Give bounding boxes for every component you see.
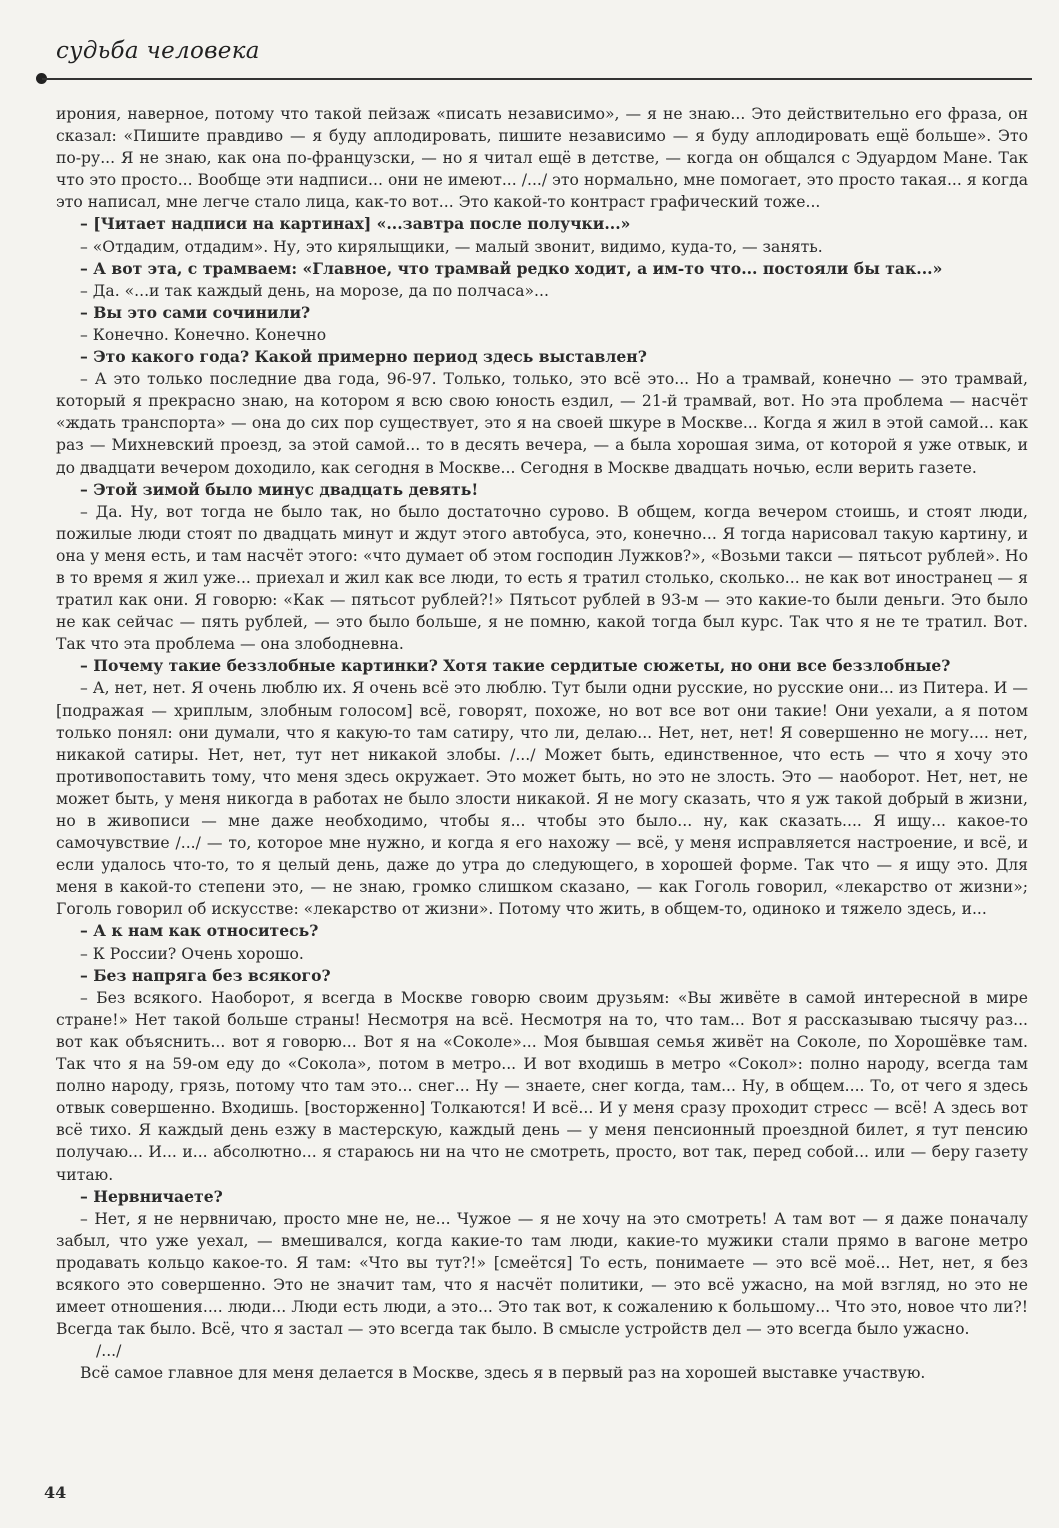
- interview-question: – Это какого года? Какой примерно период здесь выставлен?: [80, 347, 647, 367]
- interview-answer: – «Отдадим, отдадим». Ну, это кирялыщики, — малый звонит, видимо, куда-то, — занять.: [80, 237, 823, 256]
- interview-answer: – К России? Очень хорошо.: [80, 944, 304, 963]
- interview-answer: Всё самое главное для меня делается в Москве, здесь я в первый раз на хорошей выставке участвую.: [80, 1364, 926, 1383]
- section-title: судьба человека: [56, 38, 260, 64]
- interview-question: – Вы это сами сочинили?: [80, 302, 311, 322]
- interview-question: – [Читает надписи на картинах] «...завтра после получки...»: [80, 214, 631, 234]
- interview-question: – А вот эта, с трамваем: «Главное, что трамвай редко ходит, а им-то что... постояли бы так...»: [80, 258, 943, 278]
- interview-text: [56, 103, 1028, 1384]
- interview-answer: ирония, наверное, потому что такой пейзаж «писать независимо», — я не знаю... Это действительно его фраза, он сказал: «Пишите правдиво — я буду аплодировать, пишите независимо — я буду аплодировать ещё больше». Это по-ру... Я не знаю, как она по-французски, — но я читал ещё в детстве, — когда он общался с Эдуардом Мане. Так что это просто... Вообще эти надписи... они не имеют... /.../ это нормально, мне помогает, это просто такая... я когда это написал, мне легче стало лица, как-то вот... Это какой-то контраст графический тоже...: [56, 105, 1028, 212]
- interview-answer: – А это только последние два года, 96-97. Только, только, это всё это... Но а трамвай, конечно — это трамвай, который я прекрасно знаю, на котором я всю свою юность ездил, — 21-й трамвай, вот. Но эта проблема — насчёт «ждать транспорта» — она до сих пор существует, это я на своей шкуре в Москве... Когда я жил в этой самой... как раз — Михневский проезд, за этой самой... то в десять вечера, — а была хорошая зима, от которой я уже отвык, и до двадцати вечером доходило, как сегодня в Москве... Сегодня в Москве двадцать ночью, если верить газете.: [56, 370, 1028, 477]
- interview-answer: – Да. Ну, вот тогда не было так, но было достаточно сурово. В общем, когда вечером стоишь, и стоят люди, пожилые люди стоят по двадцать минут и ждут этого автобуса, это, конечно... Я тогда нарисовал такую картину, и она у меня есть, и там насчёт этого: «что думает об этом господин Лужков?», «Возьми такси — пятьсот рублей». Но в то время я жил уже... приехал и жил как все люди, то есть я тратил столько, сколько... не как вот иностранец — я тратил как они. Я говорю: «Как — пятьсот рублей?!» Пятьсот рублей в 93-м — это какие-то были деньги. Это было не как сейчас — пять рублей, — это было больше, я не помню, какой тогда был курс. Так что я не те тратил. Вот. Так что эта проблема — она злободневна.: [56, 502, 1028, 654]
- interview-question: – Почему такие беззлобные картинки? Хотя такие сердитые сюжеты, но они все беззлобные?: [80, 656, 951, 676]
- page-number: 44: [44, 1483, 67, 1502]
- interview-question: – Этой зимой было минус двадцать девять!: [80, 479, 479, 499]
- interview-answer: – Без всякого. Наоборот, я всегда в Москве говорю своим друзьям: «Вы живёте в самой интересной в мире стране!» Нет такой больше страны! Несмотря на всё. Несмотря на то, что там... Вот я рассказываю тысячу раз... вот как объяснить... вот я говорю... Вот я на «Соколе»... Моя бывшая семья живёт на Соколе, по Хорошёвке там. Так что я на 59-ом еду до «Сокола», потом в метро... И вот входишь в метро «Сокол»: полно народу, всегда там полно народу, грязь, потому что там это... снег... Ну — знаете, снег когда, там... Ну, в общем.... То, от чего я здесь отвык совершенно. Входишь. [восторженно] Толкаются! И всё... И у меня сразу проходит стресс — всё! А здесь вот всё тихо. Я каждый день езжу в мастерскую, каждый день — у меня пенсионный проездной билет, я тут пенсию получаю... И... и... абсолютно... я стараюсь ни на что не смотреть, просто, вот так, перед собой... или — беру газету читаю.: [56, 988, 1028, 1184]
- omission-mark: /.../: [96, 1342, 122, 1361]
- interview-answer: – А, нет, нет. Я очень люблю их. Я очень всё это люблю. Тут были одни русские, но русские они... из Питера. И — [подражая — хриплым, злобным голосом] всё, говорят, похоже, но вот все вот они такие! Они уехали, а я потом только понял: они думали, что я какую-то там сатиру, что ли, делаю... Нет, нет, нет! Я совершенно не могу.... нет, никакой сатиры. Нет, нет, тут нет никакой злобы. /.../ Может быть, единственное, что есть — что я хочу это противопоставить тому, что меня здесь окружает. Это может быть, но это не злость. Это — наоборот. Нет, нет, не может быть, у меня никогда в работах не было злости никакой. Я не могу сказать, что я уж такой добрый в жизни, но в живописи — мне даже необходимо, чтобы я... чтобы это было... ну, как сказать.... Я ищу... какое-то самочувствие /.../ — то, которое мне нужно, и когда я его нахожу — всё, у меня исправляется настроение, и всё, и если удалось что-то, то я целый день, даже до утра до следующего, в хорошей форме. Так что — я ищу это. Для меня в какой-то степени это, — не знаю, громко слишком сказано, — как Гоголь говорил, «лекарство от жизни»; Гоголь говорил об искусстве: «лекарство от жизни». Потому что жить, в общем-то, одиноко и тяжело здесь, и...: [56, 679, 1028, 919]
- interview-question: – Без напряга без всякого?: [80, 965, 331, 985]
- interview-question: – А к нам как относитесь?: [80, 921, 319, 941]
- interview-answer: – Нет, я не нервничаю, просто мне не, не... Чужое — я не хочу на это смотреть! А там вот — я даже поначалу забыл, что уже уехал, — вмешивался, когда какие-то там люди, какие-то мужики стали прямо в вагоне метро продавать кольцо какое-то. Я там: «Что вы тут?!» [смеётся] То есть, понимаете — это всё моё... Нет, нет, я без всякого это совершенно. Это не значит там, что я насчёт политики, — это всё ужасно, на мой взгляд, но это не имеет отношения.... люди... Люди есть люди, а это... Это так вот, к сожалению к большому... Что это, новое что ли?! Всегда так было. Всё, что я застал — это всегда так было. В смысле устройств дел — это всегда было ужасно.: [56, 1209, 1028, 1339]
- interview-answer: – Да. «...и так каждый день, на морозе, да по полчаса»...: [80, 281, 549, 300]
- interview-question: – Нервничаете?: [80, 1186, 223, 1206]
- interview-answer: – Конечно. Конечно. Конечно: [80, 325, 327, 344]
- header-rule: [42, 78, 1032, 80]
